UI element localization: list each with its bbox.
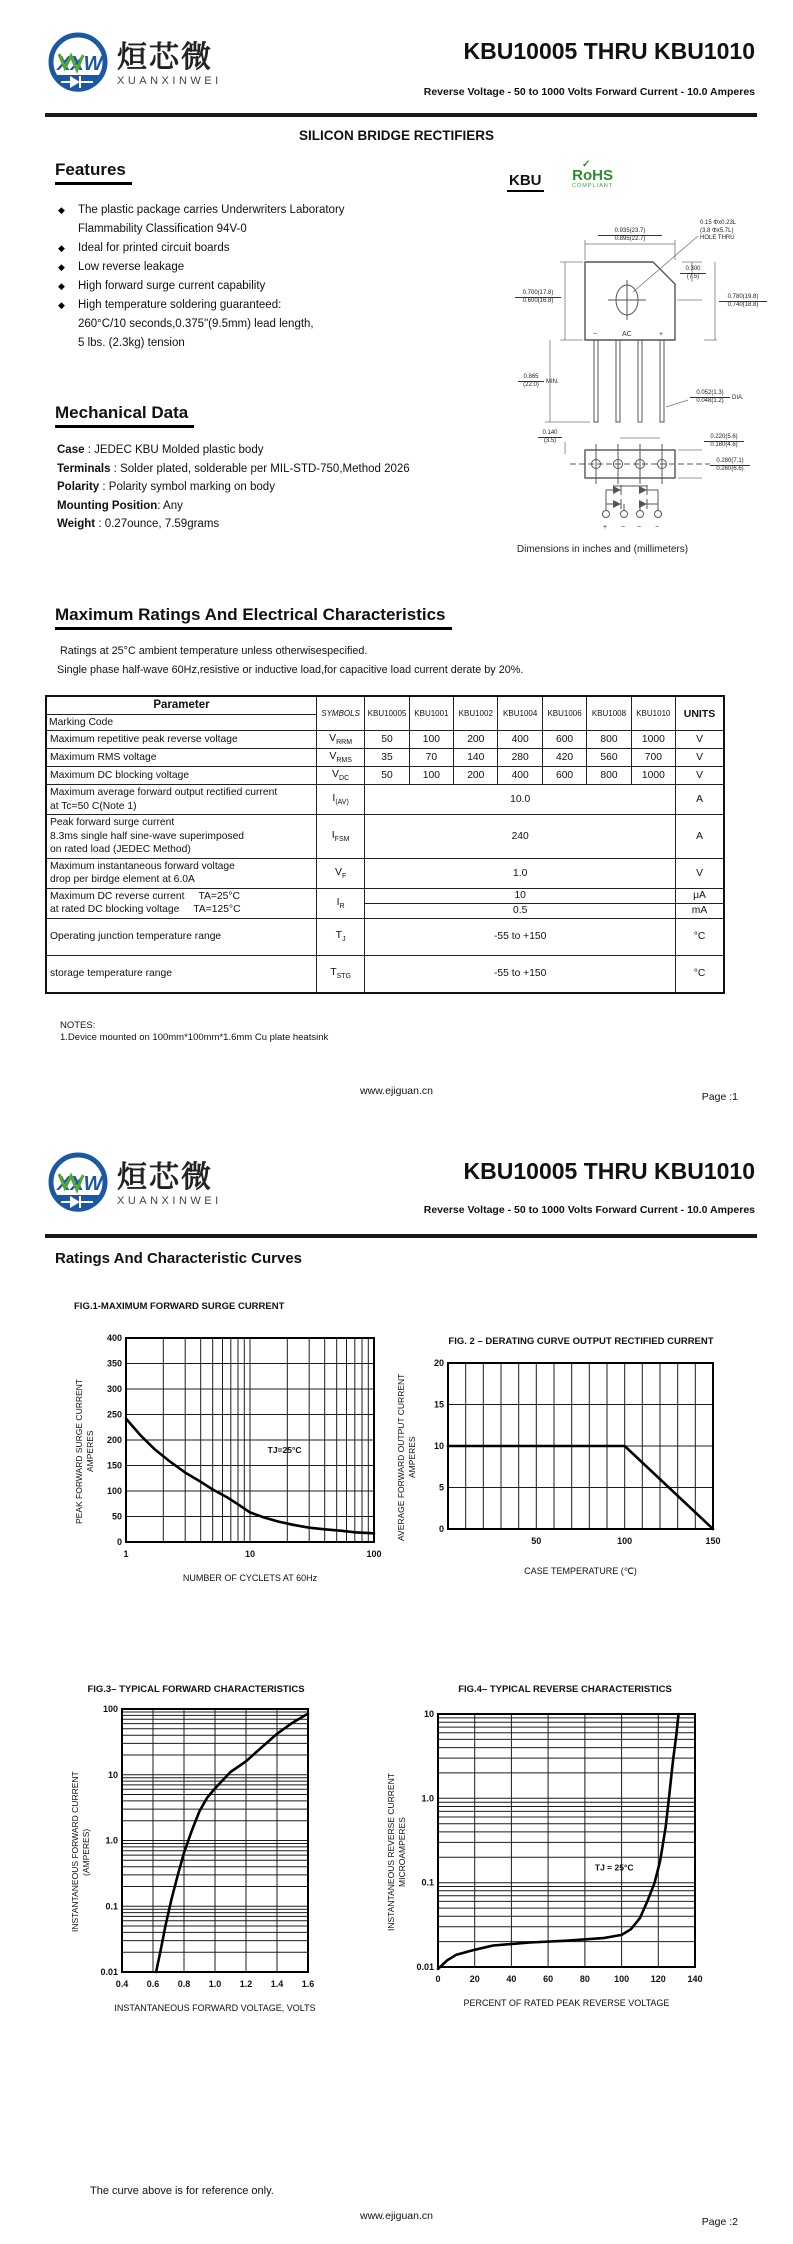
notes-heading: NOTES: (60, 1020, 96, 1031)
value-cell: 200 (454, 731, 498, 749)
feature-text: Ideal for printed circuit boards (78, 242, 230, 254)
fig4-plot (408, 1708, 709, 1996)
mechanical-list (57, 441, 457, 534)
part-col-header: KBU1008 (587, 696, 631, 731)
param-cell: Maximum DC reverse current TA=25°C at rated DC blocking voltage TA=125°C (46, 888, 316, 918)
value-cell: 70 (409, 749, 453, 767)
fig3-title: FIG.3– TYPICAL FORWARD CHARACTERISTICS (87, 1684, 305, 1695)
svg-text:140: 140 (687, 1974, 703, 1984)
fig2-derating-curve (396, 1336, 746, 1577)
svg-text:10: 10 (434, 1441, 445, 1451)
ratings-heading: Maximum Ratings And Electrical Characteristics (55, 605, 452, 630)
unit-cell: A (676, 815, 724, 859)
value-cell: 400 (498, 767, 542, 785)
feature-text: High temperature soldering guaranteed: (78, 299, 282, 311)
logo-xxw-text: XXW (57, 53, 103, 75)
svg-text:15: 15 (434, 1399, 445, 1410)
svg-text:40: 40 (506, 1974, 517, 1984)
diamond-bullet-icon: ◆ (58, 300, 65, 310)
svg-text:50: 50 (112, 1511, 123, 1522)
svg-text:0.4: 0.4 (115, 1979, 129, 1989)
svg-text:1: 1 (123, 1549, 129, 1559)
logo-xxw-text: XXW (57, 1173, 103, 1195)
mech-value: : Solder plated, solderable per MIL-STD-750,Method 2026 (110, 462, 410, 475)
fig2-ylabel: AVERAGE FORWARD OUTPUT CURRENT AMPERES (396, 1373, 418, 1542)
feature-text: Flammability Classification 94V-0 (78, 223, 247, 235)
fig3-typical-forward-characteristics (70, 1684, 322, 2013)
diamond-bullet-icon (58, 315, 78, 334)
package-caption: Dimensions in inches and (millimeters) (516, 544, 689, 555)
unit-cell: V (676, 767, 724, 785)
mech-label: Terminals (57, 462, 111, 475)
table-row-ifsm (46, 815, 724, 859)
value-cell: 100 (409, 731, 453, 749)
terminal-ac2: ~ (637, 524, 642, 531)
feature-line (58, 220, 398, 239)
svg-text:10: 10 (424, 1709, 435, 1719)
feature-line (58, 201, 398, 220)
mech-label: Case (57, 444, 85, 456)
fig4-xlabel: PERCENT OF RATED PEAK REVERSE VOLTAGE (463, 1998, 670, 2008)
svg-text:20: 20 (434, 1358, 445, 1368)
mech-value: : 0.27ounce, 7.59grams (95, 518, 220, 530)
feature-line (58, 239, 398, 258)
diamond-bullet-icon: ◆ (58, 205, 65, 215)
fig3-plot (92, 1703, 322, 2001)
svg-text:1.0: 1.0 (208, 1979, 222, 1989)
dim-lead-length: 0.865 (22.0) MIN. (518, 374, 544, 389)
svg-text:100: 100 (617, 1536, 633, 1546)
svg-text:0.01: 0.01 (100, 1967, 119, 1977)
value-cell: 50 (365, 767, 409, 785)
value-cell: 140 (454, 749, 498, 767)
doc-title: SILICON BRIDGE RECTIFIERS (298, 128, 494, 143)
svg-text:5: 5 (439, 1482, 445, 1493)
body-minus-mark: − (593, 331, 598, 338)
svg-text:10: 10 (108, 1769, 119, 1780)
fig3-ylabel: INSTANTANEOUS FORWARD CURRENT (AMPERES) (70, 1771, 92, 1933)
param-cell: Maximum repetitive peak reverse voltage (46, 731, 316, 749)
dim-body-height: 0.700(17.8) 0.600(16.8) (515, 290, 561, 305)
value-cell: 600 (542, 767, 586, 785)
part-col-header: KBU1004 (498, 696, 542, 731)
symbol-cell: $I_{FSM}$ (316, 815, 364, 859)
fig1-plot (96, 1332, 388, 1571)
part-col-header: KBU10005 (365, 696, 409, 731)
svg-text:0.8: 0.8 (177, 1979, 191, 1989)
logo-cn-text: 烜芯微 (117, 1161, 213, 1194)
svg-text:150: 150 (705, 1536, 721, 1546)
feature-text: 5 lbs. (2.3kg) tension (78, 337, 185, 349)
package-name-label (507, 172, 544, 190)
svg-text:0.1: 0.1 (105, 1901, 119, 1912)
kbu-label: KBU (507, 172, 544, 192)
header-rule-p2 (45, 1234, 757, 1238)
mech-row (57, 441, 457, 460)
svg-text:1.4: 1.4 (270, 1979, 284, 1989)
param-cell: storage temperature range (46, 955, 316, 993)
dim-tab: 0.140 (3.5) (538, 430, 562, 445)
table-row-tj (46, 918, 724, 955)
value-cell: -55 to +150 (365, 918, 676, 955)
rohs-badge (572, 159, 614, 189)
logo-en-text: XUANXINWEI (117, 1195, 222, 1207)
ratings-table (45, 695, 725, 994)
value-cell: 100 (409, 767, 453, 785)
dim-hole-offset: 0.300 (7.5) (680, 266, 706, 281)
logo-icon (45, 30, 111, 100)
svg-text:0.1: 0.1 (421, 1877, 435, 1888)
fig3-xlabel: INSTANTANEOUS FORWARD VOLTAGE, VOLTS (114, 2003, 316, 2013)
mech-value: : Any (157, 499, 183, 512)
product-subtitle: Reverse Voltage - 50 to 1000 Volts Forward Current - 10.0 Amperes (423, 86, 755, 98)
product-title-p2: KBU10005 THRU KBU1010 (463, 1158, 755, 1184)
value-cell: 1.0 (365, 858, 676, 888)
feature-line (58, 334, 398, 353)
fig2-title: FIG. 2 – DERATING CURVE OUTPUT RECTIFIED CURRENT (448, 1336, 714, 1347)
table-row-vrrm (46, 731, 724, 749)
diamond-bullet-icon: ◆ (58, 243, 65, 253)
value-cell: -55 to +150 (365, 955, 676, 993)
fig2-plot (418, 1357, 727, 1558)
svg-text:10: 10 (245, 1549, 256, 1559)
note-1: 1.Device mounted on 100mm*100mm*1.6mm Cu plate heatsink (60, 1032, 329, 1043)
marking-code-label: Marking Code (49, 717, 114, 728)
dim-total-height: 0.780(19.8) 0.740(18.8) (719, 294, 767, 309)
dim-top-width: 0.935(23.7) 0.895(22.7) (598, 228, 662, 243)
diamond-bullet-icon (58, 334, 78, 353)
symbol-cell: $I_{(AV)}$ (316, 785, 364, 815)
mech-value: : JEDEC KBU Molded plastic body (84, 444, 264, 456)
package-drawing-svg (420, 222, 785, 540)
unit-cell: A (676, 785, 724, 815)
body-ac-mark: AC (622, 331, 632, 338)
feature-line (58, 277, 398, 296)
footer-page-p1: Page :1 (701, 1091, 738, 1103)
param-cell: Maximum average forward output rectified current at Tc=50 C(Note 1) (46, 785, 316, 815)
chart-svg-fig4 (408, 1708, 709, 1991)
table-row-tstg (46, 955, 724, 993)
diamond-bullet-icon (58, 220, 78, 239)
unit-cell: mA (676, 903, 724, 918)
notes-block (60, 1020, 328, 1044)
feature-text: The plastic package carries Underwriters Laboratory (78, 204, 345, 216)
fig4-title: FIG.4– TYPICAL REVERSE CHARACTERISTICS (458, 1684, 672, 1695)
symbol-cell: $V_{DC}$ (316, 767, 364, 785)
svg-text:120: 120 (650, 1974, 666, 1984)
feature-line (58, 258, 398, 277)
param-cell: Maximum RMS voltage (46, 749, 316, 767)
dim-depth: 0.280(7.1) 0.260(6.6) (710, 458, 750, 473)
package-outline-drawing (420, 222, 785, 567)
diamond-bullet-icon: ◆ (58, 262, 65, 272)
rohs-text: RoHS (572, 167, 613, 184)
svg-text:300: 300 (107, 1384, 123, 1394)
symbol-cell: $V_{RMS}$ (316, 749, 364, 767)
value-cell: 700 (631, 749, 675, 767)
product-title: KBU10005 THRU KBU1010 (463, 38, 755, 64)
logo-icon (45, 1150, 111, 1220)
units-header: UNITS (676, 696, 724, 731)
ratings-table-wrap (45, 695, 725, 994)
fig1-ylabel: PEAK FORWARD SURGE CURRENT AMPERES (74, 1379, 96, 1524)
feature-text: 260°C/10 seconds,0.375"(9.5mm) lead length, (78, 318, 314, 330)
footer-page-p2: Page :2 (701, 2216, 738, 2228)
svg-text:0: 0 (435, 1974, 441, 1984)
fig1-title: FIG.1-MAXIMUM FORWARD SURGE CURRENT (74, 1301, 285, 1312)
svg-text:1.6: 1.6 (301, 1979, 315, 1989)
table-row-vdc (46, 767, 724, 785)
symbols-header: SYMBOLS (316, 696, 364, 731)
unit-cell: V (676, 731, 724, 749)
value-cell: 200 (454, 767, 498, 785)
svg-text:1.0: 1.0 (105, 1835, 119, 1846)
rohs-compliant-text: COMPLIANT (572, 183, 614, 189)
part-col-header: KBU1006 (542, 696, 586, 731)
svg-text:TJ = 25°C: TJ = 25°C (594, 1862, 634, 1873)
symbol-cell: $T_J$ (316, 918, 364, 955)
footer-site-p2: www.ejiguan.cn (360, 2210, 433, 2222)
value-cell: 420 (542, 749, 586, 767)
feature-text: High forward surge current capability (78, 280, 266, 292)
terminal-ac1: ~ (621, 524, 626, 531)
svg-text:80: 80 (579, 1974, 591, 1984)
terminal-minus: − (655, 524, 660, 531)
product-subtitle-p2: Reverse Voltage - 50 to 1000 Volts Forward Current - 10.0 Amperes (423, 1204, 755, 1216)
svg-text:100: 100 (103, 1704, 119, 1714)
value-cell: 280 (498, 749, 542, 767)
diamond-bullet-icon: ◆ (58, 281, 65, 291)
param-header: Parameter (47, 697, 316, 715)
terminal-plus: + (603, 524, 608, 531)
value-cell: 600 (542, 731, 586, 749)
dim-pitch: 0.220(5.6) 0.180(4.6) (704, 434, 744, 449)
dim-hole-note: 0.15 Φx0.23L (3.8 Φx5.7L) HOLE THRU (700, 220, 737, 241)
svg-text:200: 200 (107, 1435, 123, 1445)
svg-text:0: 0 (439, 1524, 445, 1534)
svg-text:1.2: 1.2 (239, 1979, 253, 1989)
unit-cell: V (676, 858, 724, 888)
value-cell: 35 (365, 749, 409, 767)
param-cell: Peak forward surge current 8.3ms single half sine-wave superimposed on rated load (JEDEC Method) (46, 815, 316, 859)
ratings-cond2: Single phase half-wave 60Hz,resistive or inductive load,for capacitive load current derate by 20%. (57, 664, 524, 676)
features-list (58, 201, 398, 353)
fig4-ylabel: INSTANTANEOUS REVERSE CURRENT MICROAMPERES (386, 1773, 408, 1931)
table-header-row (46, 696, 724, 731)
symbol-cell: $V_{RRM}$ (316, 731, 364, 749)
mech-label: Polarity (57, 481, 100, 493)
part-col-header: KBU1002 (454, 696, 498, 731)
svg-text:100: 100 (614, 1974, 630, 1984)
header-rule (45, 113, 757, 117)
svg-text:350: 350 (107, 1358, 123, 1369)
fig2-xlabel: CASE TEMPERATURE (℃) (524, 1566, 637, 1576)
feature-line (58, 315, 398, 334)
fig4-typical-reverse-characteristics (386, 1684, 709, 2008)
svg-text:1.0: 1.0 (421, 1793, 435, 1804)
value-cell: 800 (587, 767, 631, 785)
svg-text:50: 50 (531, 1536, 542, 1546)
rohs-logo (572, 159, 613, 184)
company-logo (45, 30, 222, 100)
dim-lead-dia: 0.052(1.3) 0.048(1.2) DIA. (690, 390, 730, 405)
param-cell: Operating junction temperature range (46, 918, 316, 955)
mech-row (57, 515, 457, 534)
svg-text:0: 0 (117, 1537, 123, 1547)
value-cell: 10 (365, 888, 676, 903)
value-cell: 560 (587, 749, 631, 767)
mechanical-heading: Mechanical Data (55, 403, 194, 428)
features-heading-wrap (55, 160, 132, 185)
table-row-iav (46, 785, 724, 815)
mech-row (57, 478, 457, 497)
feature-text: Low reverse leakage (78, 261, 185, 273)
value-cell: 800 (587, 731, 631, 749)
part-col-header: KBU1001 (409, 696, 453, 731)
svg-text:TJ=25°C: TJ=25°C (267, 1444, 302, 1455)
unit-cell: °C (676, 918, 724, 955)
fig1-maximum-forward-surge-current (74, 1301, 388, 1583)
curves-footnote: The curve above is for reference only. (90, 2185, 274, 2197)
symbol-cell: $I_R$ (316, 888, 364, 918)
mech-label: Weight (57, 518, 96, 530)
value-cell: 50 (365, 731, 409, 749)
mech-row (57, 497, 457, 516)
features-heading: Features (55, 160, 132, 185)
mech-value: : Polarity symbol marking on body (99, 481, 275, 493)
chart-svg-fig2 (418, 1357, 727, 1553)
rohs-check-icon: ✓ (582, 159, 591, 170)
value-cell: 1000 (631, 731, 675, 749)
svg-text:20: 20 (469, 1974, 480, 1984)
company-logo-p2 (45, 1150, 222, 1220)
svg-text:0.6: 0.6 (146, 1979, 160, 1989)
mech-row (57, 460, 457, 479)
unit-cell: °C (676, 955, 724, 993)
svg-text:100: 100 (107, 1486, 123, 1496)
value-cell: 400 (498, 731, 542, 749)
chart-svg-fig1 (96, 1332, 388, 1566)
chart-svg-fig3 (92, 1703, 322, 1996)
part-col-header: KBU1010 (631, 696, 675, 731)
logo-cn-text: 烜芯微 (117, 41, 213, 74)
ratings-cond1: Ratings at 25°C ambient temperature unless otherwisespecified. (60, 645, 368, 657)
feature-line (58, 296, 398, 315)
unit-cell: V (676, 749, 724, 767)
value-cell: 240 (365, 815, 676, 859)
svg-text:100: 100 (366, 1549, 382, 1559)
mechanical-heading-wrap (55, 403, 194, 428)
svg-text:150: 150 (107, 1460, 123, 1471)
svg-text:250: 250 (107, 1409, 123, 1420)
value-cell: 1000 (631, 767, 675, 785)
value-cell: 0.5 (365, 903, 676, 918)
footer-site-p1: www.ejiguan.cn (360, 1085, 433, 1097)
value-cell: 10.0 (365, 785, 676, 815)
logo-en-text: XUANXINWEI (117, 75, 222, 87)
curves-heading: Ratings And Characteristic Curves (55, 1250, 303, 1267)
param-cell: Maximum DC blocking voltage (46, 767, 316, 785)
body-plus-mark: + (659, 331, 664, 338)
fig1-xlabel: NUMBER OF CYCLETS AT 60Hz (182, 1573, 318, 1583)
svg-text:60: 60 (543, 1974, 554, 1984)
unit-cell: μA (676, 888, 724, 903)
symbol-cell: $T_{STG}$ (316, 955, 364, 993)
param-cell: Maximum instantaneous forward voltage drop per birdge element at 6.0A (46, 858, 316, 888)
svg-text:0.01: 0.01 (416, 1962, 435, 1972)
symbol-cell: $V_F$ (316, 858, 364, 888)
table-row-vrms (46, 749, 724, 767)
ratings-heading-wrap (55, 605, 452, 630)
table-row-vf (46, 858, 724, 888)
svg-text:400: 400 (107, 1333, 123, 1343)
table-row-ir-1 (46, 888, 724, 903)
mech-label: Mounting Position (57, 499, 158, 512)
